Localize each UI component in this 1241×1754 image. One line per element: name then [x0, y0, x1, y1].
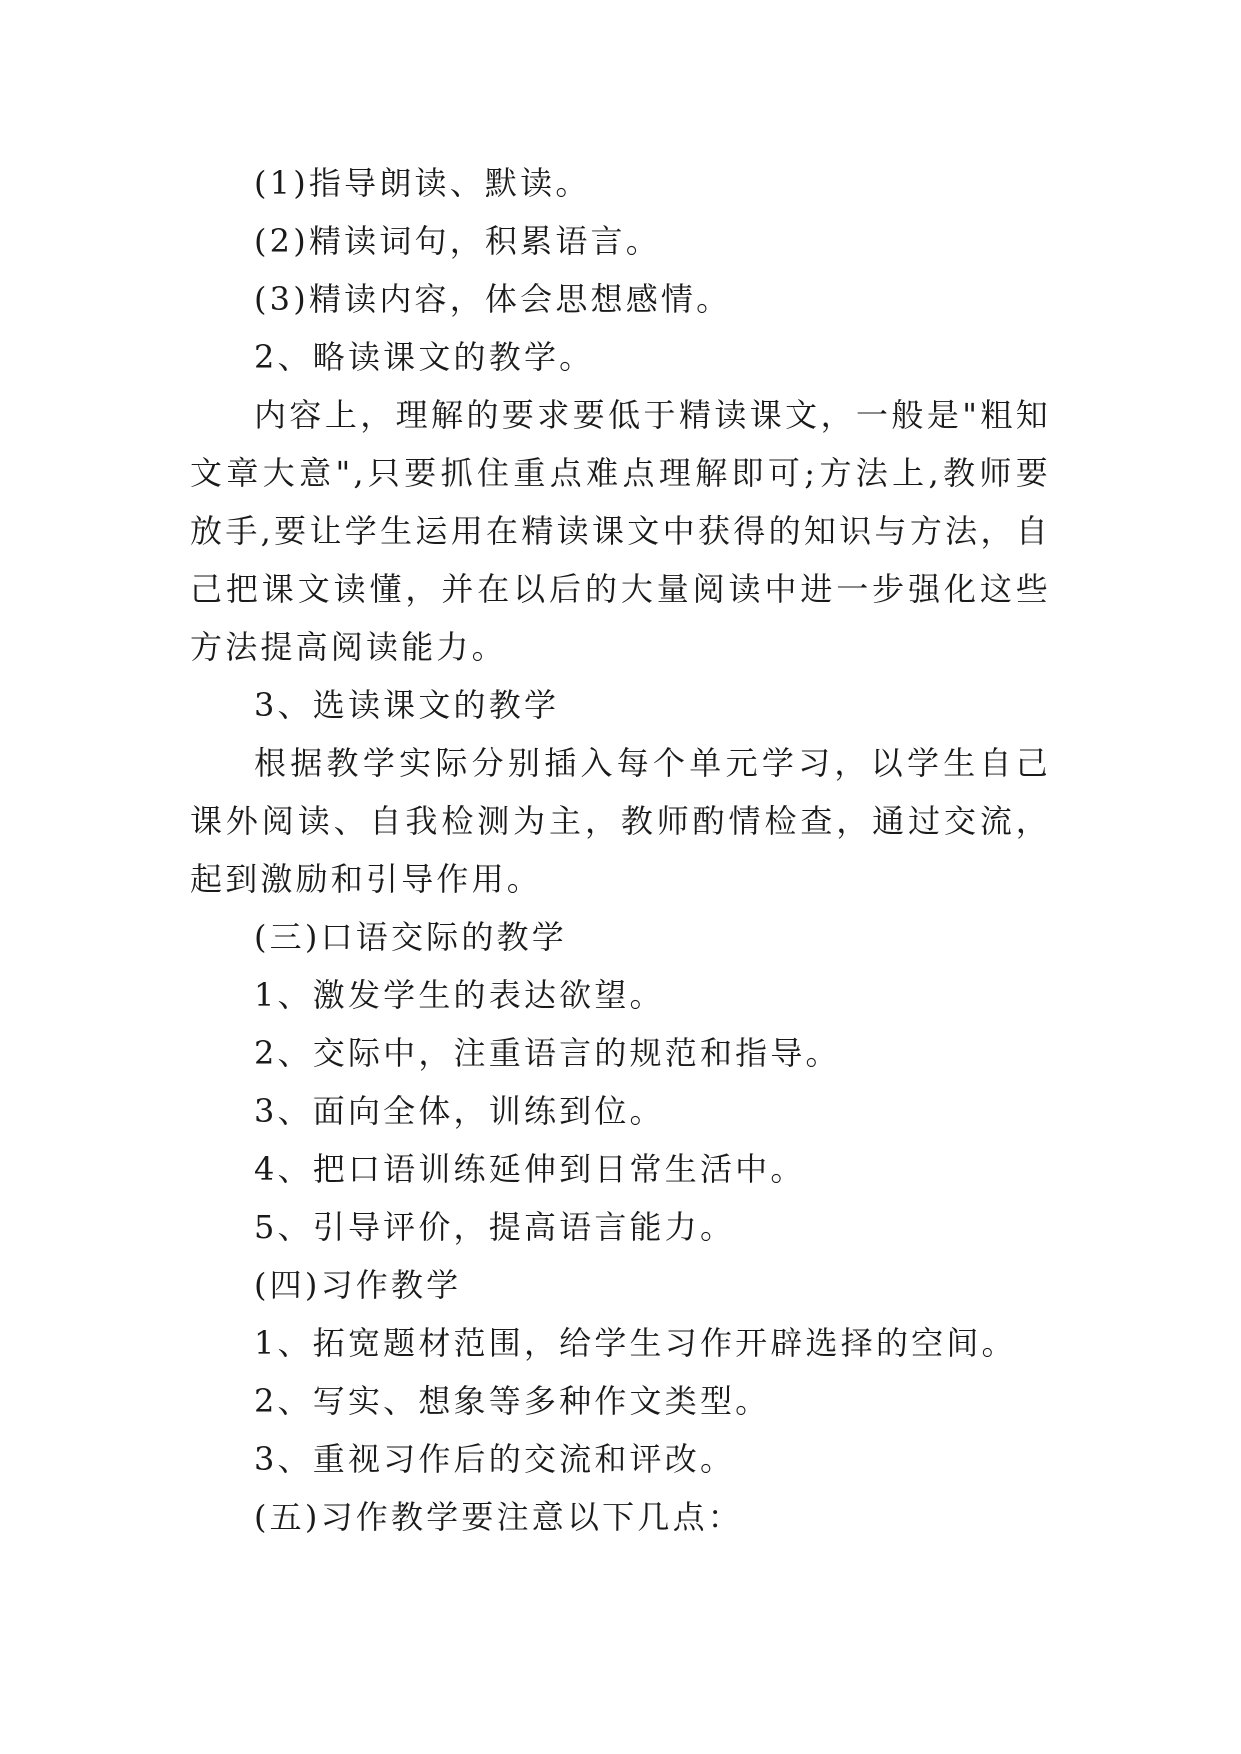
- document-body: [190, 154, 1051, 1546]
- heading-skim-reading: 2、略读课文的教学。: [254, 338, 595, 376]
- paragraph-selected-reading-body: 根据教学实际分别插入每个单元学习，以学生自己课外阅读、自我检测为主，教师酌情检查，通过交流，起到激励和引导作用。: [190, 744, 1051, 898]
- paragraph-guide-reading: (1)指导朗读、默读。: [254, 164, 591, 202]
- paragraph-intensive-content: (3)精读内容，体会思想感情。: [254, 280, 732, 318]
- list-item-oral-4: 4、把口语训练延伸到日常生活中。: [254, 1150, 806, 1188]
- list-item-oral-2: 2、交际中，注重语言的规范和指导。: [254, 1034, 841, 1072]
- heading-oral-communication: (三)口语交际的教学: [254, 918, 567, 956]
- list-item-oral-5: 5、引导评价，提高语言能力。: [254, 1208, 736, 1246]
- list-item-writing-2: 2、写实、想象等多种作文类型。: [254, 1382, 771, 1420]
- list-item-oral-1: 1、激发学生的表达欲望。: [254, 976, 665, 1014]
- paragraph-skim-reading-body: 内容上，理解的要求要低于精读课文，一般是"粗知文章大意",只要抓住重点难点理解即可;方法上,教师要放手,要让学生运用在精读课文中获得的知识与方法，自己把课文读懂，并在以后的大量阅读中进一步强化这些方法提高阅读能力。: [190, 396, 1051, 666]
- heading-selected-reading: 3、选读课文的教学: [254, 686, 560, 724]
- heading-writing-teaching: (四)习作教学: [254, 1266, 462, 1304]
- list-item-writing-1: 1、拓宽题材范围，给学生习作开辟选择的空间。: [254, 1324, 1017, 1362]
- list-item-oral-3: 3、面向全体，训练到位。: [254, 1092, 665, 1130]
- heading-writing-notes: (五)习作教学要注意以下几点：: [254, 1498, 743, 1536]
- list-item-writing-3: 3、重视习作后的交流和评改。: [254, 1440, 736, 1478]
- paragraph-intensive-words: (2)精读词句，积累语言。: [254, 222, 661, 260]
